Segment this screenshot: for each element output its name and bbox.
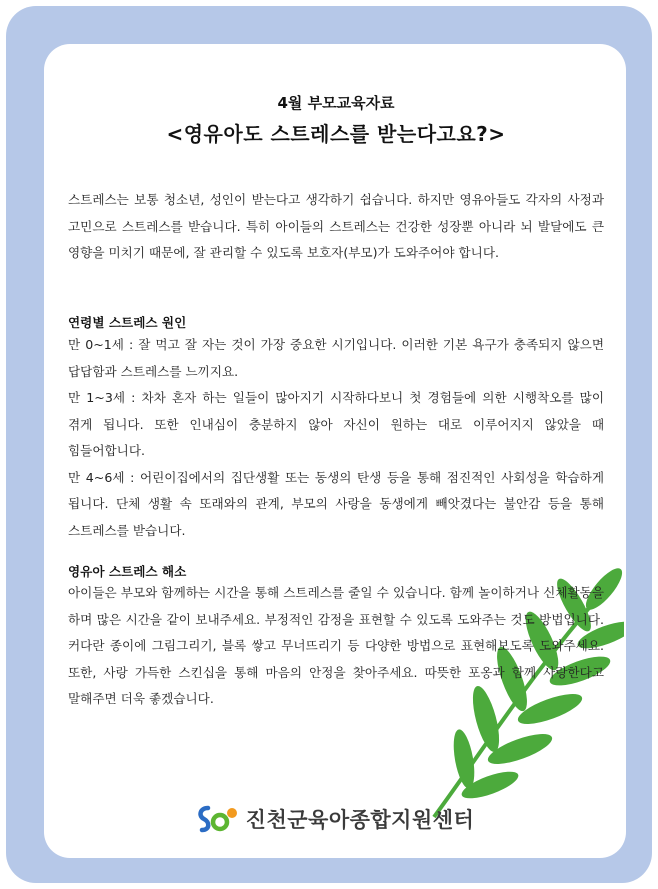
page-frame [6, 6, 652, 883]
intro-paragraph: 스트레스는 보통 청소년, 성인이 받는다고 생각하기 쉽습니다. 하지만 영유아들도 각자의 사정과 고민으로 스트레스를 받습니다. 특히 아이들의 스트레스는 건강한 성장뿐 아니라 뇌 발달에도 큰 영향을 미치기 때문에, 잘 관리할 수 있도록 보호자(부모)가 도와주어야 합니다. [68, 192, 604, 260]
document-subtitle: 4월 부모교육자료 [277, 94, 395, 112]
section-heading-relief: 영유아 스트레스 해소 [68, 564, 187, 579]
center-logo-icon [196, 804, 238, 834]
center-logo [44, 804, 626, 834]
section-causes [68, 332, 604, 544]
section-relief [68, 580, 604, 713]
cause-item-age-0-1: 만 0~1세 : 잘 먹고 잘 자는 것이 가장 중요한 시기입니다. 이러한 기본 욕구가 충족되지 않으면 답답함과 스트레스를 느끼지요. [68, 337, 604, 379]
relief-paragraph: 아이들은 부모와 함께하는 시간을 통해 스트레스를 줄일 수 있습니다. 함께 놀이하거나 신체활동을 하며 많은 시간을 같이 보내주세요. 부정적인 감정을 표현할 수 있도록 도와주는 것도 방법입니다. 커다란 종이에 그림그리기, 블록 쌓고 무너뜨리기 등 다양한 방법으로 표현해보도록 도와주세요. 또한, 사랑 가득한 스킨십을 통해 마음의 안정을 찾아주세요. 따뜻한 포옹과 함께 사랑한다고 말해주면 더욱 좋겠습니다. [68, 585, 604, 706]
document-title: <영유아도 스트레스를 받는다고요?> [166, 122, 506, 146]
cause-item-age-1-3: 만 1~3세 : 차차 혼자 하는 일들이 많아지기 시작하다보니 첫 경험들에 의한 시행착오를 많이 겪게 됩니다. 또한 인내심이 충분하지 않아 자신이 원하는 대로 이루어지지 않았을 때 힘들어합니다. [68, 390, 605, 458]
document-paper [44, 44, 626, 858]
cause-item-age-4-6: 만 4~6세 : 어린이집에서의 집단생활 또는 동생의 탄생 등을 통해 점진적인 사회성을 학습하게 됩니다. 단체 생활 속 또래와의 관계, 부모의 사랑을 동생에게 빼앗겼다는 불안감 등을 통해 스트레스를 받습니다. [68, 469, 604, 538]
center-name: 진천군육아종합지원센터 [245, 808, 475, 832]
section-heading-causes: 연령별 스트레스 원인 [68, 315, 187, 330]
